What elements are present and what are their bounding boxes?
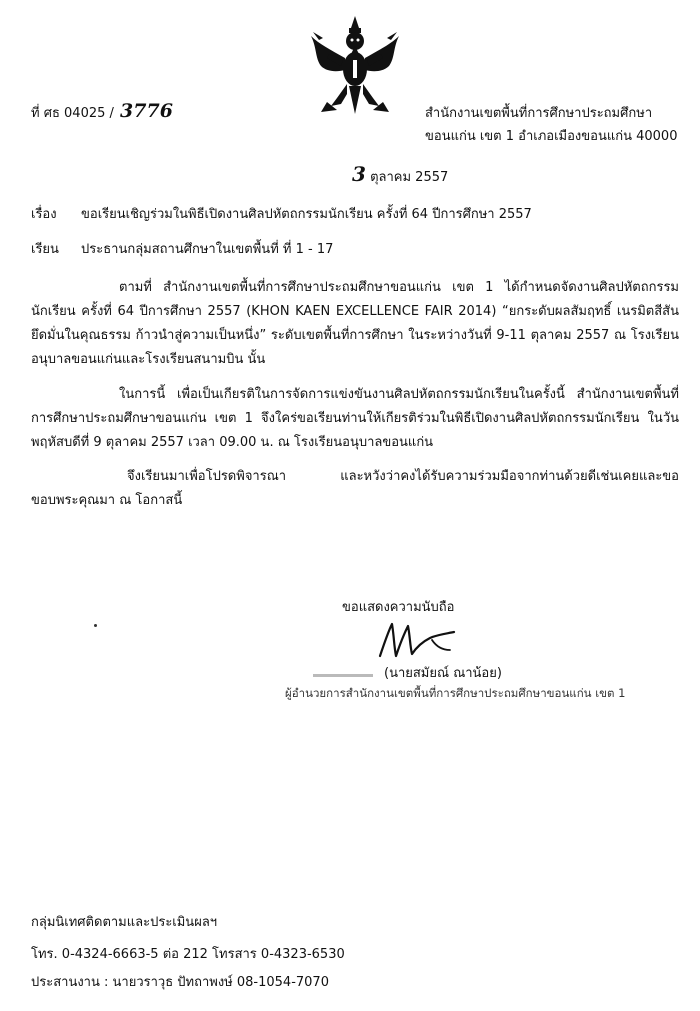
recipient-text: ประธานกลุ่มสถานศึกษาในเขตพื้นที่ ที่ 1 - 17 <box>81 242 334 257</box>
garuda-emblem-icon <box>307 14 403 116</box>
office-name: สำนักงานเขตพื้นที่การศึกษาประถมศึกษา <box>425 106 653 121</box>
body-paragraph-3 <box>31 465 679 513</box>
body-paragraph-2-text: ในการนี้ เพื่อเป็นเกียรติในการจัดการแข่งขันงานศิลปหัตถกรรมนักเรียนในครั้งนี้ สำนักงานเขตพื้นที่การศึกษาประถมศึกษาขอนแก่น เขต 1 จึงใคร่ขอเรียนท่านให้เกียรติร่วมในพิธีเปิดงานศิลปหัตถกรรมนักเรียน ในวันพฤหัสบดีที่ 9 ตุลาคม 2557 เวลา 09.00 น. ณ โรงเรียนอนุบาลขอนแก่น <box>31 387 679 450</box>
signer-name: (นายสมัยณ์ ณาน้อย) <box>384 666 502 681</box>
date-month-year: ตุลาคม 2557 <box>370 170 449 185</box>
body-paragraph-1 <box>31 276 679 372</box>
subject-text: ขอเรียนเชิญร่วมในพิธีเปิดงานศิลปหัตถกรรมนักเรียน ครั้งที่ 64 ปีการศึกษา 2557 <box>81 207 532 222</box>
signer-title: ผู้อำนวยการสำนักงานเขตพื้นที่การศึกษาประถมศึกษาขอนแก่น เขต 1 <box>285 686 626 700</box>
footer-department: กลุ่มนิเทศติดตามและประเมินผลฯ <box>31 915 218 930</box>
reference-number-prefix: ที่ ศธ 04025 / <box>31 106 114 121</box>
body-paragraph-2 <box>31 383 679 455</box>
subject-label: เรื่อง <box>31 207 57 222</box>
ink-smudge <box>313 674 373 677</box>
body-paragraph-3-text: จึงเรียนมาเพื่อโปรดพิจารณา และหวังว่าคงได้รับความร่วมมือจากท่านด้วยดีเช่นเคยและขอขอบพระคุณมา ณ โอกาสนี้ <box>31 469 679 508</box>
recipient-label: เรียน <box>31 242 59 257</box>
office-address: ขอนแก่น เขต 1 อำเภอเมืองขอนแก่น 40000 <box>425 129 678 144</box>
closing-salutation: ขอแสดงความนับถือ <box>342 600 455 615</box>
signature-icon <box>372 618 472 662</box>
reference-number-handwritten: 3776 <box>120 100 173 122</box>
scan-speck <box>94 624 97 627</box>
footer-phone: โทร. 0-4324-6663-5 ต่อ 212 โทรสาร 0-4323-6530 <box>31 947 345 962</box>
date-day-handwritten: 3 <box>352 162 366 186</box>
body-paragraph-1-text: ตามที่ สำนักงานเขตพื้นที่การศึกษาประถมศึกษาขอนแก่น เขต 1 ได้กำหนดจัดงานศิลปหัตถกรรมนักเรียน ครั้งที่ 64 ปีการศึกษา 2557 (KHON KAEN EXCELLENCE FAIR 2014) “ยกระดับผลสัมฤทธิ์ เนรมิตสีสันยึดมั่นในคุณธรรม ก้าวนำสู่ความเป็นหนึ่ง” ระดับเขตพื้นที่การศึกษา ในระหว่างวันที่ 9-11 ตุลาคม 2557 ณ โรงเรียนอนุบาลขอนแก่นและโรงเรียนสนามบิน นั้น <box>31 280 679 367</box>
footer-coordinator: ประสานงาน : นายวราวุธ ปัทถาพงษ์ 08-1054-7070 <box>31 975 329 990</box>
